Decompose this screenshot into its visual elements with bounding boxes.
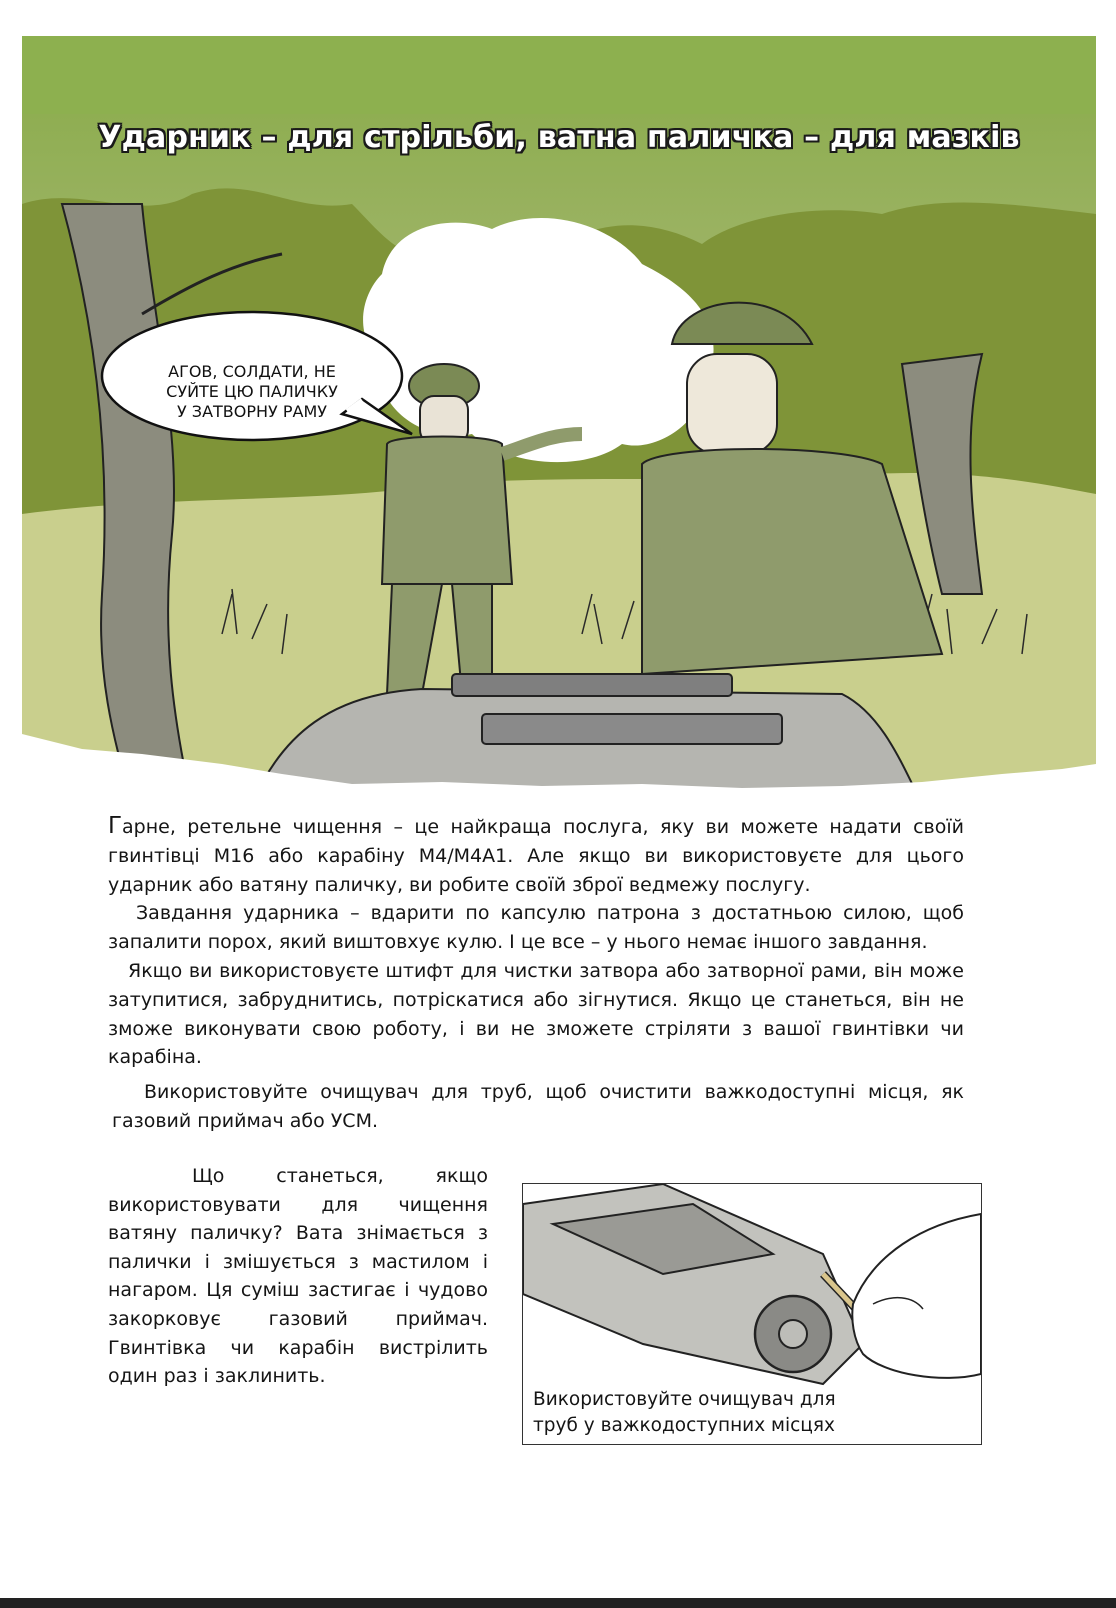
page-title: Ударник – для стрільби, ватна паличка – для мазків (98, 120, 1020, 155)
paragraph-4: Використовуйте очищувач для труб, щоб очистити важкодоступні місця, як газовий приймач або УСМ. (112, 1081, 964, 1132)
illustration-scene (22, 114, 1096, 804)
bolt-cleaning-figure (522, 1183, 982, 1445)
speech-bubble-text: АГОВ, СОЛДАТИ, НЕ СУЙТЕ ЦЮ ПАЛИЧКУ У ЗАТВОРНУ РАМУ (166, 362, 338, 421)
paragraph-3: Якщо ви використовуєте штифт для чистки затвора або затворної рами, він може затупитися, забруднитись, потріскатися або зігнутися. Якщо це станеться, він не зможе виконувати свою роботу, і ви не зможете стріляти з вашої гвинтівки чи карабіна. (108, 959, 964, 1069)
paragraph-1: Гарне, ретельне чищення – це найкраща послуга, яку ви можете надати своїй гвинтівці M16 або карабіну M4/M4A1. Але якщо ви використовуєте для цього ударник або ватяну паличку, ви робите своїй зброї ведмежу послугу. (108, 813, 964, 896)
top-green-banner (22, 36, 1096, 114)
figure-caption: Використовуйте очищувач для труб у важкодоступних місцях (533, 1387, 883, 1439)
comic-illustration (22, 114, 1096, 804)
left-column-text: Що станеться, якщо використовувати для чищення ватяну паличку? Вата знімається з палички і змішується з мастилом і нагаром. Ця суміш застигає і чудово закорковує газовий приймач. Гвинтівка чи карабін вистрілить один раз і заклинить. (108, 1165, 488, 1388)
paragraph-2: Завдання ударника – вдарити по капсулю патрона з достатньою силою, щоб запалити порох, який виштовхує кулю. І це все – у нього немає іншого завдання. (108, 902, 964, 954)
article-body (108, 812, 964, 1136)
bottom-bar (0, 1598, 1116, 1608)
